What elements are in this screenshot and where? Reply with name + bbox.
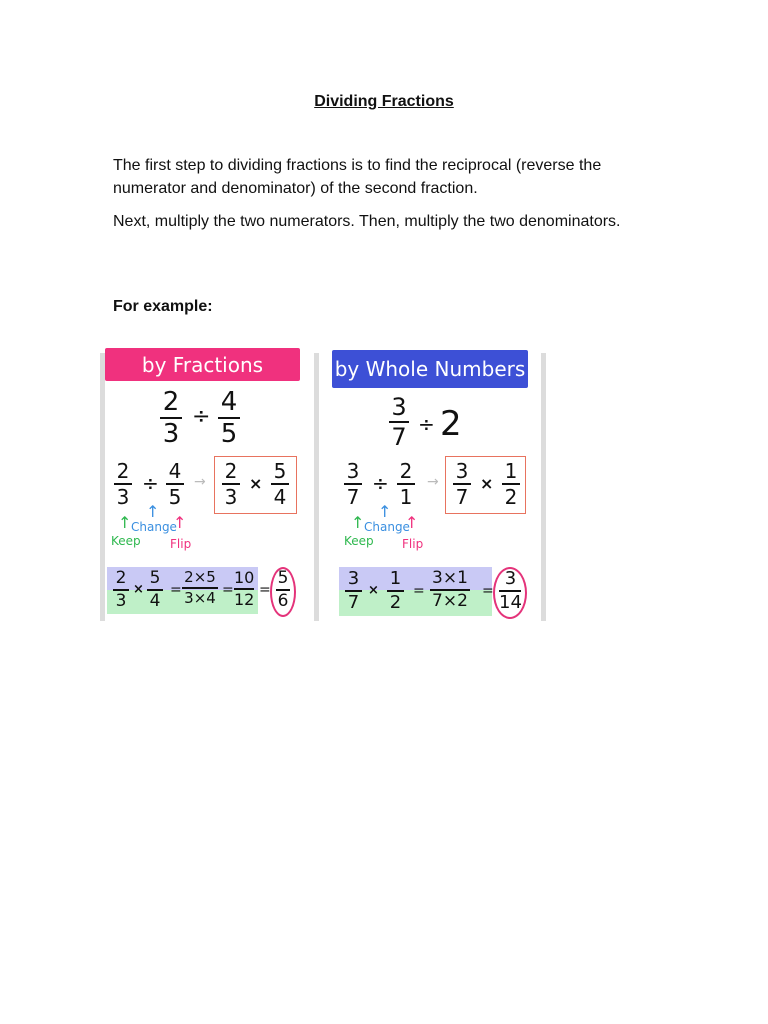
- numerator: 3: [347, 568, 360, 589]
- denominator: 5: [168, 485, 182, 509]
- example-label-text: For example: [113, 298, 208, 315]
- divide-sign: ÷: [418, 412, 435, 436]
- denominator: 12: [234, 590, 255, 609]
- numerator: 2×5: [184, 568, 216, 586]
- flip-label: Flip: [170, 537, 192, 551]
- steps-paragraph: Next, multiply the two numerators. Then, multiply the two denominators.: [113, 213, 621, 230]
- numerator: 3: [391, 393, 407, 421]
- box-fraction-2: [502, 461, 520, 507]
- numerator: 2: [162, 387, 180, 417]
- flip-label: Flip: [402, 537, 424, 551]
- change-arrow-icon: ↑: [378, 502, 392, 521]
- step-fraction-keep: [344, 461, 362, 507]
- result-fraction-a: [113, 570, 129, 610]
- flip-arrow-icon: ↑: [405, 513, 419, 532]
- numerator: 3: [346, 459, 360, 483]
- numerator: 4: [220, 387, 238, 417]
- change-label: Change: [364, 520, 410, 534]
- numerator: 3: [455, 459, 469, 483]
- numerator: 5: [273, 459, 287, 483]
- example-figure: [100, 343, 550, 623]
- answer-fraction: [276, 570, 290, 610]
- denominator: 2: [389, 592, 402, 613]
- box-fraction-2: [271, 461, 289, 507]
- denominator: 14: [499, 592, 522, 613]
- denominator: 4: [149, 591, 161, 611]
- figure-divider-middle: [314, 353, 319, 621]
- numerator: 10: [234, 568, 255, 587]
- times-sign: ×: [480, 474, 494, 493]
- equals-sign: =: [482, 583, 494, 599]
- denominator: 7: [391, 423, 407, 451]
- denominator: 7: [455, 485, 469, 509]
- figure-divider-right: [541, 353, 546, 621]
- equals-sign: =: [222, 582, 234, 598]
- numerator: 5: [277, 568, 289, 588]
- by-whole-numbers-header: by Whole Numbers: [332, 350, 528, 388]
- numerator: 1: [389, 568, 402, 589]
- denominator: 7×2: [432, 591, 468, 611]
- step-divide-sign: ÷: [142, 471, 159, 495]
- problem-fraction-1: [160, 389, 182, 447]
- keep-label: Keep: [344, 534, 374, 548]
- denominator: 3×4: [184, 589, 216, 607]
- arrow-right-icon: →: [427, 474, 439, 490]
- result-fraction-a: [345, 570, 362, 612]
- intro-paragraph: The first step to dividing fractions is to find the reciprocal (reverse the numerator and denominator) of the second fraction.: [113, 157, 602, 197]
- example-label-colon: :: [207, 298, 213, 315]
- times-sign: ×: [249, 474, 263, 493]
- step-fraction-flip: [397, 461, 415, 507]
- denominator: 1: [399, 485, 413, 509]
- denominator: 3: [224, 485, 238, 509]
- answer-fraction: [499, 570, 522, 612]
- denominator: 3: [115, 591, 127, 611]
- step-fraction-flip: [166, 461, 184, 507]
- denominator: 7: [346, 485, 360, 509]
- whole-number: 2: [440, 404, 462, 444]
- numerator: 2: [116, 459, 130, 483]
- keep-label: Keep: [111, 534, 141, 548]
- result-fraction-c: [182, 570, 218, 606]
- numerator: 5: [149, 568, 161, 588]
- numerator: 2: [399, 459, 413, 483]
- denominator: 3: [116, 485, 130, 509]
- divide-sign: ÷: [192, 404, 211, 429]
- numerator: 2: [115, 568, 127, 588]
- equals-sign: =: [170, 582, 182, 598]
- figure-divider-left: [100, 353, 105, 621]
- denominator: 4: [273, 485, 287, 509]
- numerator: 3: [504, 568, 517, 589]
- problem-fraction-2: [218, 389, 240, 447]
- times-sign: ×: [133, 582, 144, 597]
- equals-sign: =: [259, 582, 271, 598]
- result-fraction-b: [387, 570, 404, 612]
- step-fraction-keep: [114, 461, 132, 507]
- box-fraction-1: [222, 461, 240, 507]
- step-divide-sign: ÷: [372, 471, 389, 495]
- denominator: 3: [162, 419, 180, 449]
- denominator: 7: [347, 592, 360, 613]
- denominator: 5: [220, 419, 238, 449]
- keep-arrow-icon: ↑: [351, 513, 365, 532]
- numerator: 2: [224, 459, 238, 483]
- problem-fraction: [389, 395, 409, 449]
- numerator: 4: [168, 459, 182, 483]
- example-label: [113, 298, 213, 316]
- change-arrow-icon: ↑: [146, 502, 160, 521]
- arrow-right-icon: →: [194, 474, 206, 490]
- numerator: 3×1: [432, 568, 468, 588]
- change-label: Change: [131, 520, 177, 534]
- result-fraction-b: [147, 570, 163, 610]
- times-sign: ×: [368, 583, 379, 598]
- box-fraction-1: [453, 461, 471, 507]
- equals-sign: =: [413, 583, 425, 599]
- denominator: 6: [277, 591, 289, 611]
- result-fraction-d: [234, 570, 254, 608]
- result-fraction-c: [430, 570, 470, 610]
- denominator: 2: [504, 485, 518, 509]
- numerator: 1: [504, 459, 518, 483]
- keep-arrow-icon: ↑: [118, 513, 132, 532]
- page-title: Dividing Fractions: [314, 93, 454, 110]
- flip-arrow-icon: ↑: [173, 513, 187, 532]
- by-fractions-header: by Fractions: [105, 348, 300, 381]
